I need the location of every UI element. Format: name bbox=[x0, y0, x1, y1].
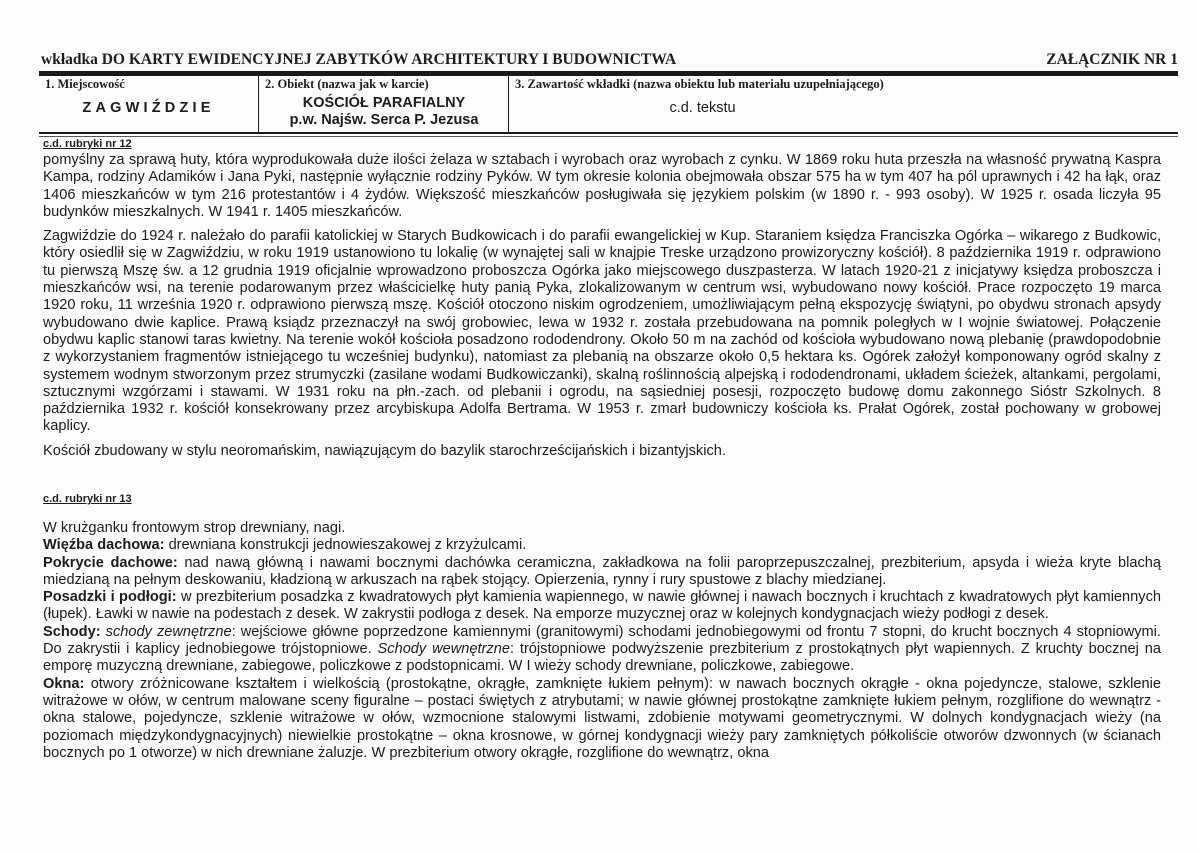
floors-label: Posadzki i podłogi: bbox=[43, 589, 177, 606]
roofing-text: nad nawą główną i nawami bocznymi dachówka ceramiczna, zakładkowa na folii paroprzepuszczalnej, prezbiterium, apsyda i wieża kryte blachą miedzianą na pełnym deskowaniu, kładzioną w arkuszach na rąbek stojący. Opierzenia, rynny i rury spustowe z blachy miedzianej. bbox=[43, 554, 1161, 588]
content-value: c.d. tekstu bbox=[669, 100, 736, 116]
header-title: wkładka DO KARTY EWIDENCYJNEJ ZABYTKÓW ARCHITEKTURY I BUDOWNICTWA bbox=[41, 51, 677, 68]
object-value-line2: p.w. Najśw. Serca P. Jezusa bbox=[289, 112, 479, 128]
form-fields-row bbox=[39, 76, 1178, 132]
roof-truss-paragraph bbox=[43, 537, 1161, 554]
roofing-paragraph bbox=[43, 555, 1161, 590]
floors-text: w prezbiterium posadzka z kwadratowych płyt kamienia wapiennego, w nawie głównej i nawach bocznych i kruchtach z kwadratowych płyt kamiennych (łupek). Ławki w nawie na podestach z desek. W zakrystii podłoga z desek. Na emporze muzycznej oraz w kolejnych kondygnacjach wieży podłogi z desek. bbox=[43, 589, 1161, 623]
windows-text: otwory zróżnicowane kształtem i wielkością (prostokątne, okrągłe, zamknięte łukiem pełnym): w nawach bocznych okrągłe - okna pojedyncze, stalowe, szklenie witrażowe w ołów, w centrum malowane sceny figuralne – postaci świętych z atrybutami; w nawie głównej prostokątne zamknięte łukiem pełnym, rozglifione do wewnątrz - okna stalowe, pojedyncze, szklenie witrażowe w ołów, wzmocnione stalowymi listwami, zdobienie motywami geometrycznymi. W dolnych kondygnacjach wieży (na poziomach międzykondygnacyjnych) niewielkie prostokątne – okna krosnowe, w górnej kondygnacji wieży pary zamkniętych półkoliście otworów dzwonnych (w ścianach bocznych po 1 otworze) w nich drewniane żaluzje. W prezbiterium otwory okrągłe, rozglifione do wewnątrz, okna bbox=[43, 675, 1161, 761]
locality-cell bbox=[39, 76, 258, 132]
object-label: 2. Obiekt (nazwa jak w karcie) bbox=[265, 77, 429, 91]
section12-paragraph: Zagwiździe do 1924 r. należało do parafii katolickiej w Starych Budkowicach i do parafii ewangelickiej w Kup. Staraniem księdza Franciszka Ogórka – wikarego z Budkowic, który osiedlił się w Zagwiździu, w roku 1919 ustanowiono tu lokalię (w wynajętej sali w knajpie Treske urządzono prowizoryczny kościół). 8 października 1919 r. odprawiono tu pierwszą Mszę św. a 12 grudnia 1919 oficjalnie wprowadzono proboszcza Ogórka jako miejscowego duszpasterza. W latach 1920-21 z inicjatywy księdza proboszcza i mieszkańców wsi, na terenie podarowanym przez właścicielkę huty panią Pyka, zlokalizowanym w centrum wsi, wybudowano nowy kościół. Prace rozpoczęto 19 marca 1920 roku, 11 września 1920 r. odprawiono pierwszą mszę. Kościół otoczono niskim ogrodzeniem, umożliwiającym pełną ekspozycję świątyni, po obydwu stronach apsydy wybudowano dwie kaplice. Prawą ksiądz przeznaczył na swój grobowiec, lewa w 1932 r. została przebudowana na pomnik poległych w I wojnie światowej. Połączenie obydwu kaplic stanowi taras kwietny. Na terenie wokół kościoła posadzono rododendrony. Około 50 m na zachód od kościoła wybudowano nową plebanię (prawdopodobnie z wykorzystaniem fragmentów istniejącego tu wcześniej budynku), natomiast za plebanią na obszarze około 0,5 hektara ks. Ogórek założył komponowany ogród skalny z systemem wodnym stworzonym przez strumyczki (zasilane wodami Budkowiczanki), skalną roślinnością alpejską i rododendronami, układem ścieżek, altankami, pergolami, sztucznymi wzgórzami i stawami. W 1931 roku na płn.-zach. od plebanii i ogrodu, na sąsiedniej posesji, rozpoczęto budowę domu zakonnego Sióstr Szkolnych. 8 października 1932 r. kościół konsekrowany przez arcybiskupa Adolfa Bertrama. W 1953 r. zmarł budowniczy kościoła ks. Prałat Ogórek, został pochowany w grobowej kaplicy. bbox=[43, 228, 1161, 435]
object-value bbox=[259, 95, 509, 129]
attachment-label: ZAŁĄCZNIK NR 1 bbox=[1046, 51, 1178, 68]
stairs-text1: : wejściowe główne poprzedzone kamiennymi (granitowymi) schodami jednobiegowymi od frontu 7 stopni, do krucht bocznych 4 stopniowymi. Do zakrystii i kaplicy jednobiegowe trójstopniowe. bbox=[43, 623, 1161, 658]
section13-intro: W krużganku frontowym strop drewniany, nagi. bbox=[43, 520, 346, 536]
fields-bottom-rule bbox=[39, 132, 1178, 134]
object-cell bbox=[258, 76, 509, 132]
roofing-label: Pokrycie dachowe: bbox=[43, 554, 178, 571]
roof-truss-label: Więźba dachowa: bbox=[43, 537, 165, 554]
content-cell bbox=[508, 76, 1179, 132]
stairs-label: Schody: bbox=[43, 623, 101, 640]
stairs-paragraph bbox=[43, 624, 1161, 676]
section12-body bbox=[43, 152, 1161, 460]
section13-label: c.d. rubryki nr 13 bbox=[43, 493, 132, 505]
stairs-text2: : trójstopniowe podwyższenie prezbiterium z prostokątnych płyt wapiennych. Z kruchty bocznej na emporę muzyczną drewniane, zabiegowe, policzkowe z podstopnicami. W I wieży schody drewniane, policzkowe, zabiegowe. bbox=[43, 641, 1161, 675]
document-header bbox=[41, 47, 1178, 69]
section12-paragraph: pomyślny za sprawą huty, która wyprodukowała duże ilości żelaza w sztabach i wyrobach oraz wyrobach z cynku. W 1869 roku huta przeszła na własność prywatną Kaspra Kampa, rodziny Adamików i Jana Pyki, następnie wyłącznie rodziny Pyków. W tym okresie kolonia obejmowała obszar 575 ha w tym 407 ha pól uprawnych i 42 ha łąk, oraz 1406 mieszkańców w tym 216 protestantów i 4 żydów. Większość mieszkańców posługiwała się językiem polskim (w 1890 r. - 993 osoby). W 1925 r. osada liczyła 95 budynków mieszkalnych. W 1941 r. 1405 mieszkańców. bbox=[43, 152, 1161, 220]
stairs-ext-label: schody zewnętrzne bbox=[105, 623, 232, 640]
section13-body bbox=[43, 520, 1161, 762]
section12-label: c.d. rubryki nr 12 bbox=[43, 138, 132, 150]
object-value-line1: KOŚCIÓŁ PARAFIALNY bbox=[302, 95, 466, 111]
fields-thin-rule bbox=[39, 136, 1178, 137]
stairs-int-label: Schody wewnętrzne bbox=[377, 641, 510, 658]
windows-label: Okna: bbox=[43, 675, 85, 692]
section12-paragraph: Kościół zbudowany w stylu neoromańskim, nawiązującym do bazylik starochrześcijańskich i bizantyjskich. bbox=[43, 442, 726, 459]
content-label: 3. Zawartość wkładki (nazwa obiektu lub materiału uzupełniającego) bbox=[515, 77, 884, 91]
floors-paragraph bbox=[43, 589, 1161, 624]
windows-paragraph bbox=[43, 676, 1161, 762]
locality-value: ZAGWIŹDZIE bbox=[82, 100, 215, 116]
locality-label: 1. Miejscowość bbox=[45, 77, 125, 91]
roof-truss-text: drewniana konstrukcji jednowieszakowej z krzyżulcami. bbox=[164, 537, 527, 554]
